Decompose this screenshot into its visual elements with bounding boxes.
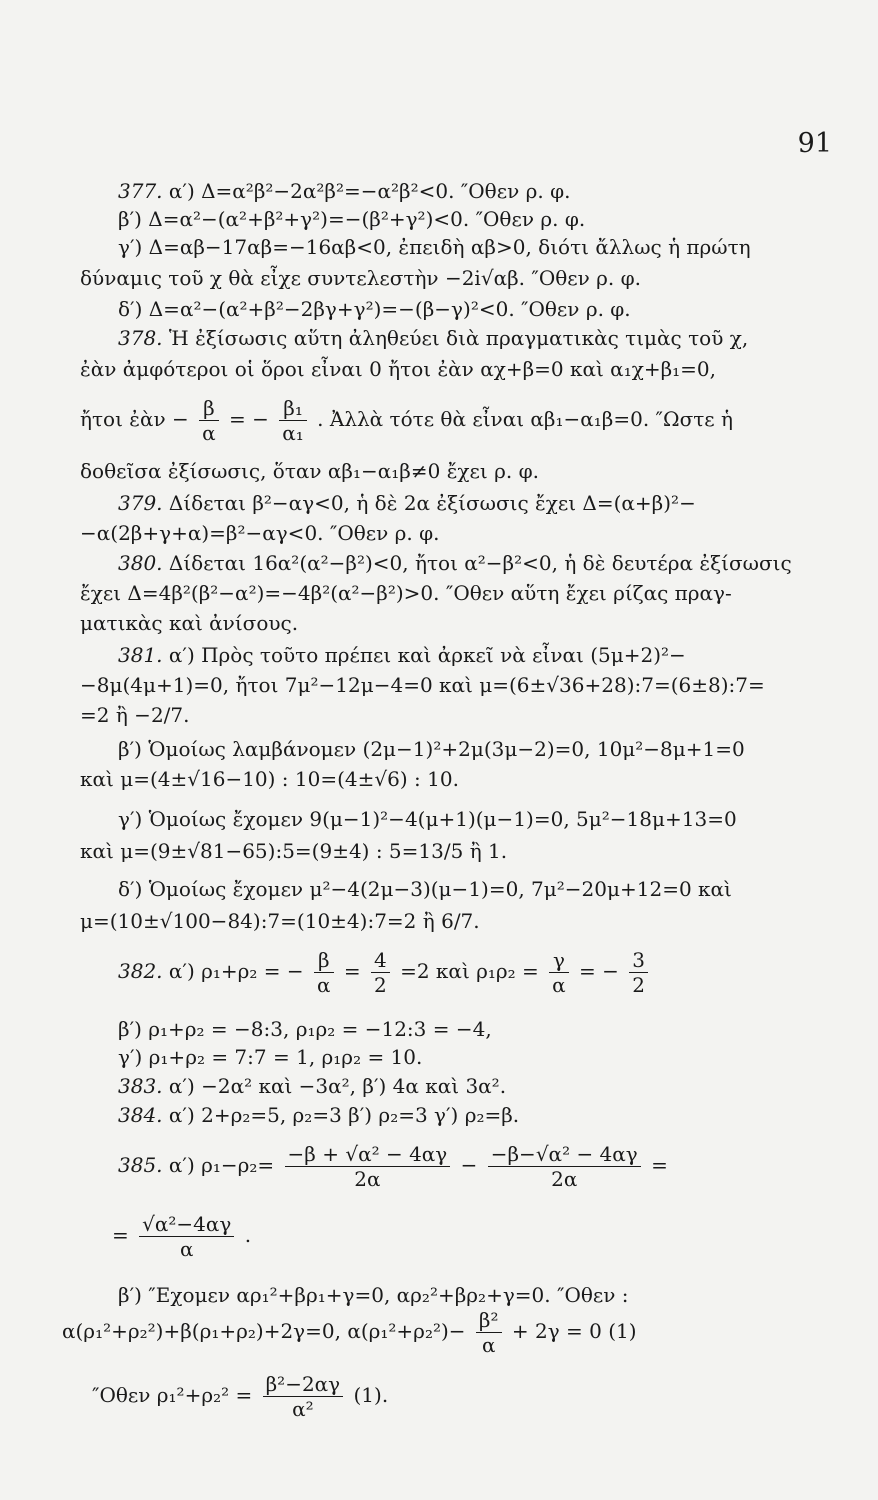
exercise-381-line-8: δ′) Ὁμοίως ἔχομεν μ²−4(2μ−3)(μ−1)=0, 7μ²−20μ+12=0 καὶ (118, 877, 732, 901)
exercise-381-line-1 (118, 642, 686, 668)
numerator: β²−2αγ (263, 1372, 344, 1397)
fraction (285, 1142, 451, 1191)
exercise-378-line-1 (118, 325, 748, 351)
numerator: 3 (629, 948, 648, 973)
text: = (651, 1153, 668, 1177)
fraction (488, 1142, 641, 1191)
numerator: 4 (371, 948, 390, 973)
exercise-382-line-3: γ′) ρ₁+ρ₂ = 7:7 = 1, ρ₁ρ₂ = 10. (118, 1045, 423, 1069)
numerator: β² (476, 1308, 502, 1333)
exercise-385-line-5 (92, 1370, 388, 1421)
fraction (476, 1308, 502, 1357)
text: α′) Δ=α²β²−2α²β²=−α²β²<0. ″Οθεν ρ. φ. (168, 179, 571, 203)
text: . (244, 1223, 252, 1247)
exercise-382-line-1 (118, 946, 652, 997)
exercise-number-383: 383. (118, 1074, 163, 1098)
text: α′) 2+ρ₂=5, ρ₂=3 β′) ρ₂=3 γ′) ρ₂=β. (168, 1103, 520, 1127)
text: α(ρ₁²+ρ₂²)+β(ρ₁+ρ₂)+2γ=0, α(ρ₁²+ρ₂²)− (62, 1319, 466, 1343)
exercise-381-line-2: −8μ(4μ+1)=0, ἤτοι 7μ²−12μ−4=0 καὶ μ=(6±√36+28):7=(6±8):7= (80, 673, 765, 697)
text: α′) ρ₁+ρ₂ = − (168, 959, 304, 983)
fraction (629, 948, 648, 997)
text: Ἡ ἐξίσωσις αὕτη ἀληθεύει διὰ πραγματικὰς τιμὰς τοῦ χ, (168, 326, 749, 350)
fraction (549, 948, 569, 997)
denominator: α (317, 973, 331, 997)
numerator: β₁ (279, 396, 307, 421)
denominator: 2 (374, 973, 387, 997)
exercise-383 (118, 1073, 506, 1099)
fraction (199, 396, 219, 445)
exercise-384 (118, 1102, 519, 1128)
fraction (263, 1372, 344, 1421)
exercise-number-377: 377. (118, 179, 163, 203)
denominator: 2α (551, 1167, 578, 1191)
exercise-379-line-2: −α(2β+γ+α)=β²−αγ<0. ″Οθεν ρ. φ. (80, 521, 440, 545)
text: =2 καὶ ρ₁ρ₂ = (400, 959, 539, 983)
exercise-381-line-3: =2 ἢ −2/7. (80, 703, 190, 727)
exercise-381-line-5: καὶ μ=(4±√16−10) : 10=(4±√6) : 10. (80, 767, 459, 791)
exercise-377-line-5: δ′) Δ=α²−(α²+β²−2βγ+γ²)=−(β−γ)²<0. ″Οθεν ρ. φ. (118, 297, 631, 321)
text: (1). (353, 1383, 389, 1407)
text: ″Οθεν ρ₁²+ρ₂² = (92, 1383, 253, 1407)
exercise-number-378: 378. (118, 326, 163, 350)
text: = (112, 1223, 129, 1247)
denominator: 2 (632, 973, 646, 997)
exercise-379-line-1 (118, 490, 696, 516)
text: Δίδεται 16α²(α²−β²)<0, ἤτοι α²−β²<0, ἡ δὲ δευτέρα ἐξίσωσις (168, 551, 792, 575)
denominator: α₁ (282, 421, 304, 445)
exercise-number-385: 385. (118, 1153, 163, 1177)
text: = − (229, 407, 269, 431)
exercise-380-line-3: ματικὰς καὶ ἀνίσους. (80, 611, 299, 635)
numerator: β (199, 396, 219, 421)
exercise-380-line-1 (118, 550, 792, 576)
exercise-378-line-3 (80, 394, 733, 445)
exercise-377-line-3: γ′) Δ=αβ−17αβ=−16αβ<0, ἐπειδὴ αβ>0, διότι ἄλλως ἡ πρώτη (118, 235, 751, 259)
exercise-number-381: 381. (118, 643, 163, 667)
numerator: −β−√α² − 4αγ (488, 1142, 641, 1167)
exercise-380-line-2: ἔχει Δ=4β²(β²−α²)=−4β²(α²−β²)>0. ″Οθεν αὕτη ἔχει ρίζας πραγ- (80, 581, 732, 605)
exercise-385-line-4 (62, 1306, 637, 1357)
text: α′) ρ₁−ρ₂= (168, 1153, 275, 1177)
denominator: α (179, 1237, 194, 1261)
denominator: 2α (354, 1167, 381, 1191)
text: α′) −2α² καὶ −3α², β′) 4α καὶ 3α². (168, 1074, 507, 1098)
fraction (371, 948, 390, 997)
denominator: α² (292, 1397, 314, 1421)
exercise-378-line-4: δοθεῖσα ἐξίσωσις, ὅταν αβ₁−α₁β≠0 ἔχει ρ. φ. (80, 459, 539, 483)
denominator: α (481, 1333, 496, 1357)
exercise-381-line-6: γ′) Ὁμοίως ἔχομεν 9(μ−1)²−4(μ+1)(μ−1)=0, 5μ²−18μ+13=0 (118, 807, 737, 831)
exercise-number-379: 379. (118, 491, 163, 515)
exercise-378-line-2: ἐὰν ἀμφότεροι οἱ ὅροι εἶναι 0 ἤτοι ἐὰν αχ+β=0 καὶ α₁χ+β₁=0, (80, 357, 717, 381)
exercise-number-384: 384. (118, 1103, 163, 1127)
exercise-385-line-2 (112, 1210, 251, 1261)
exercise-381-line-4: β′) Ὁμοίως λαμβάνομεν (2μ−1)²+2μ(3μ−2)=0, 10μ²−8μ+1=0 (118, 737, 745, 761)
exercise-385-line-1 (118, 1140, 668, 1191)
fraction (139, 1212, 234, 1261)
denominator: α (552, 973, 566, 997)
exercise-385-line-3: β′) ″Εχομεν αρ₁²+βρ₁+γ=0, αρ₂²+βρ₂+γ=0. ″Οθεν : (118, 1283, 629, 1307)
text: Δίδεται β²−αγ<0, ἡ δὲ 2α ἐξίσωσις ἔχει Δ=(α+β)²− (168, 491, 696, 515)
text: α′) Πρὸς τοῦτο πρέπει καὶ ἀρκεῖ νὰ εἶναι (5μ+2)²− (168, 643, 686, 667)
exercise-number-382: 382. (118, 959, 163, 983)
exercise-382-line-2: β′) ρ₁+ρ₂ = −8:3, ρ₁ρ₂ = −12:3 = −4, (118, 1017, 492, 1041)
text: = − (579, 959, 619, 983)
numerator: γ (549, 948, 569, 973)
text: = (343, 959, 361, 983)
exercise-381-line-7: καὶ μ=(9±√81−65):5=(9±4) : 5=13/5 ἢ 1. (80, 839, 508, 863)
exercise-377-line-4: δύναμις τοῦ χ θὰ εἶχε συντελεστὴν −2i√αβ. ″Οθεν ρ. φ. (80, 266, 641, 290)
numerator: −β + √α² − 4αγ (285, 1142, 451, 1167)
exercise-377-line-1 (118, 178, 570, 204)
page-number: 91 (797, 128, 832, 159)
text: . Ἀλλὰ τότε θὰ εἶναι αβ₁−α₁β=0. ″Ωστε ἡ (317, 407, 734, 431)
denominator: α (202, 421, 216, 445)
exercise-377-line-2: β′) Δ=α²−(α²+β²+γ²)=−(β²+γ²)<0. ″Οθεν ρ. φ. (118, 207, 586, 231)
numerator: √α²−4αγ (139, 1212, 234, 1237)
text: ἤτοι ἐὰν − (80, 407, 189, 431)
fraction (314, 948, 334, 997)
text: + 2γ = 0 (1) (511, 1319, 637, 1343)
exercise-number-380: 380. (118, 551, 163, 575)
text: − (460, 1153, 478, 1177)
fraction (279, 396, 307, 445)
exercise-381-line-9: μ=(10±√100−84):7=(10±4):7=2 ἢ 6/7. (80, 909, 480, 933)
numerator: β (314, 948, 334, 973)
